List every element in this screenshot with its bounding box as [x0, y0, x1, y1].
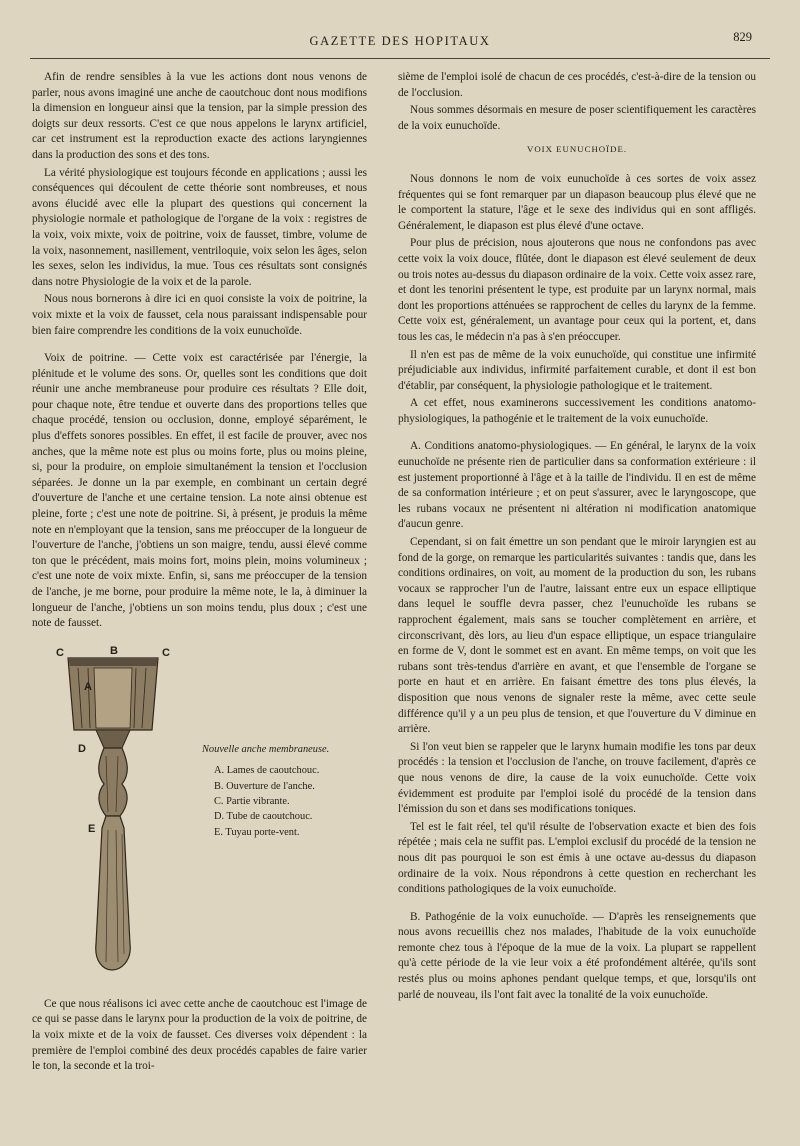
- figure-legend-item: D. Tube de caoutchouc.: [214, 811, 313, 823]
- paragraph: Ce que nous réalisons ici avec cette anche de caoutchouc est l'image de ce qui se passe dans le larynx pour la production de la voix de poitrine, de la voix mixte et de la voix de fausset. Ces diverses voix dépendent : la première de l'emploi combiné des deux procédés capables de faire varier le ton, la seconde et la troi-: [32, 997, 367, 1073]
- paragraph: Il n'en est pas de même de la voix eunuchoïde, qui constitue une infirmité préjudiciable aux individus, infirmité parfaitement curable, et dont il est bon d'établir, par conséquent, la physiologie pathologique et le traitement.: [398, 348, 756, 392]
- header-rule: [30, 58, 770, 59]
- page-header-title: GAZETTE DES HOPITAUX: [309, 34, 491, 48]
- figure-anche-membraneuse: [32, 644, 367, 989]
- paragraph: Nous nous bornerons à dire ici en quoi consiste la voix de poitrine, la voix mixte et la voix de fausset, cela nous paraissant indispensable pour bien faire comprendre les conditions de la voix eunuchoïde.: [32, 293, 367, 337]
- figure-legend-item: A. Lames de caoutchouc.: [214, 765, 320, 777]
- right-column: [398, 70, 756, 1005]
- figure-caption-title: Nouvelle anche membraneuse.: [202, 743, 330, 755]
- paragraph-pathogenie: B. Pathogénie de la voix eunuchoïde. — D'après les renseignements que nous avons recueillis chez nos malades, l'habitude de la voix eunuchoïde remonte chez tous à l'époque de la mue de la voix. La plupart se rappellent qu'à cette période de la vie leur voix a été profondément altérée, qu'ils sont restés plus ou moins aphones pendant quelque temps, et que, lorsqu'ils ont parlé de nouveau, ils l'ont fait avec la tonalité de la voix eunuchoïde.: [398, 910, 756, 1001]
- reed-illustration: [54, 644, 194, 984]
- figure-letter-a: A: [84, 680, 92, 693]
- figure-legend-item: B. Ouverture de l'anche.: [214, 780, 315, 792]
- paragraph: Tel est le fait réel, tel qu'il résulte de l'observation exacte et bien des fois répétée ; mais cela ne suffit pas. L'emploi exclusif du procédé de la tension ne nous dit pas pourquoi le son est émis à une octave au-dessus du diapason ordinaire de la voix. Nous répondrons à cette question en recherchant les conditions pathologiques de la voix eunuchoïde.: [398, 820, 756, 896]
- left-column: [32, 70, 367, 1077]
- paragraph: Si l'on veut bien se rappeler que le larynx humain modifie les tons par deux procédés : la tension et l'occlusion de l'anche, on trouve facilement, d'après ce que nous venons de dire, la cause de la voix eunuchoïde. Cette voix évidemment est produite par l'emploi isolé du procédé de la tension dans l'émission du son et dans ses modifications toniques.: [398, 740, 756, 816]
- figure-legend-item: E. Tuyau porte-vent.: [214, 826, 300, 838]
- paragraph: Pour plus de précision, nous ajouterons que nous ne confondons pas avec cette voix la voix douce, flûtée, dont le diapason est élevé seulement de deux ou trois notes au-dessus du diapason ordinaire de la voix. Cette voix assez rare, et dont les tenorini présentent le type, est produite par un larynx normal, mais dont les proportions atténuées se rapprochent de celles du larynx de la femme. Cette voix est, généralement, un avantage pour ceux qui la portent, et, dans tous les cas, le médecin n'a pas à s'en préoccuper.: [398, 237, 756, 343]
- section-heading-voix-eunuchoide: VOIX EUNUCHOÏDE.: [526, 144, 628, 155]
- paragraph: La vérité physiologique est toujours féconde en applications ; aussi les conséquences qui découlent de cette théorie sont nombreuses, et nous avons élucidé avec elle la plupart des questions qui concernent la physiologie normale et pathologique de l'organe de la voix : registres de la voix, voix mixte, voix de poitrine, voix de fausset, timbre, volume de la voix, nasonnement, nasillement, ventriloquie, voix selon les âges, selon les sexes, selon les individus, la mue. Tous ces résultats sont consignés dans notre Physiologie de la voix et de la parole.: [32, 166, 367, 288]
- figure-letter-c-right: C: [162, 646, 170, 659]
- paragraph-voix-de-poitrine: Voix de poitrine. — Cette voix est caractérisée par l'énergie, la plénitude et le volume des sons. Or, quelles sont les conditions que doit réunir une anche membraneuse pour produire ces résultats ? Elle doit, pour chaque note, être tendue et ouverte dans des proportions telles que chaque procédé, tension ou occlusion, donne, employé séparément, le plus d'effets sonores possibles. En effet, il est facile de prouver, avec nos anches, que la même note est plus ou moins forte, plus ou moins pleine, si, pour la produire, on emploie simultanément la tension et l'occlusion séparées. Je donne un la par exemple, en combinant un certain degré d'ouverture de l'anche et une certaine tension. La note ainsi obtenue est pleine, forte ; c'est une note de poitrine. Si, à présent, je produis la même note en n'employant que la tension, sans me préoccuper de la longueur de l'ouverture de l'anche, j'obtiens un son maigre, tendu, aussi élevé comme ton que le précédent, mais moins fort, moins plein, moins volumineux ; c'est une note de voix mixte. Enfin, si, sans me préoccuper de la tension de l'anche, je me borne, pour produire la même note, le la, à diminuer la longueur de l'anche, j'obtiens un son moins tendu, plus doux ; c'est une note de fausset.: [32, 352, 367, 630]
- figure-caption: [202, 742, 367, 840]
- paragraph: A cet effet, nous examinerons successivement les conditions anatomo-physiologiques, la pathogénie et le traitement de la voix eunuchoïde.: [398, 397, 756, 425]
- paragraph: Cependant, si on fait émettre un son pendant que le miroir laryngien est au fond de la gorge, on remarque les particularités suivantes : tandis que, dans les conditions ordinaires, on voit, au moment de la production du son, les rubans vocaux se rapprocher l'un de l'autre, laissant entre eux un espace elliptique dans lequel le souffle devra passer, chez l'eunuchoïde les rubans se rapprochent également, mais sans se toucher complètement en arrière, et circonscrivant, dès lors, au lieu d'un espace elliptique, un espace triangulaire en forme de V, dont le sommet est en avant. En même temps, on voit que les rubans sont très-tendus d'arrière en avant, et que l'ensemble de l'organe se porte en haut et en arrière. En faisant émettre des tons plus élevés, la disposition que nous venons de signaler reste la même, avec cette seule différence qu'il y a un peu plus de tension, et que l'ouverture du V diminue en arrière.: [398, 536, 756, 736]
- figure-letter-d: D: [78, 742, 86, 755]
- figure-letter-c-left: C: [56, 646, 64, 659]
- figure-legend-item: C. Partie vibrante.: [214, 796, 290, 807]
- figure-letter-e: E: [88, 822, 96, 835]
- paragraph-continued: sième de l'emploi isolé de chacun de ces procédés, c'est-à-dire de la tension ou de l'occlusion.: [398, 71, 756, 99]
- paragraph: Nous sommes désormais en mesure de poser scientifiquement les caractères de la voix eunuchoïde.: [398, 104, 756, 132]
- paragraph-conditions: A. Conditions anatomo-physiologiques. — En général, le larynx de la voix eunuchoïde ne présente rien de particulier dans sa conformation extérieure : il est justement proportionné à l'âge et à la taille de l'individu. Il en est de même de sa conformation intérieure ; et on peut s'assurer, avec le laryngoscope, que les rubans vocaux ne présentent ni altération ni modification anatomique d'aucun genre.: [398, 440, 756, 531]
- paragraph: Nous donnons le nom de voix eunuchoïde à ces sortes de voix assez fréquentes qui se font remarquer par un diapason beaucoup plus élevé que ne le comportent la stature, l'âge et le sexe des individus qui en sont affligés. Généralement, le diapason est plus élevé d'une octave.: [398, 172, 756, 232]
- figure-letter-b: B: [110, 644, 118, 657]
- paragraph: Afin de rendre sensibles à la vue les actions dont nous venons de parler, nous avons imaginé une anche de caoutchouc dont nous modifions la dimension en longueur ainsi que la tension, par la simple pression des doigts sur deux ressorts. C'est ce que nous appelons le larynx artificiel, car cet instrument est la reproduction exacte des actions laryngiennes dans la production des sons et des tons.: [32, 71, 367, 161]
- page-number: 829: [733, 30, 752, 44]
